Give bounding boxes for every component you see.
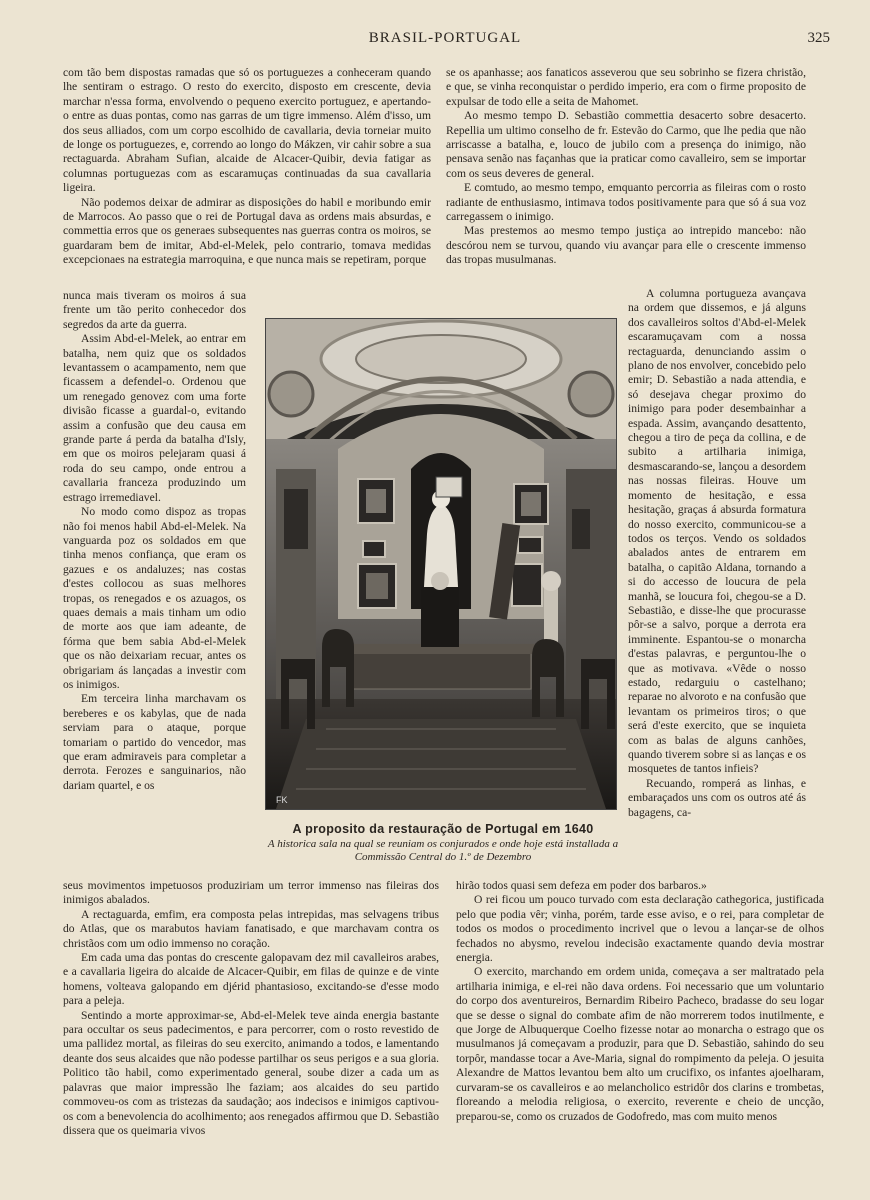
- paragraph: se os apanhasse; aos fanaticos asseverou que seu sobrinho se fizera christão, e que, se vinha reconquistar o perdido imperio, era com o firme proposito de expulsar de todo elle a seita de Mahomet.: [446, 66, 806, 108]
- column-bottom-left: [63, 879, 439, 1138]
- running-title: BRASIL-PORTUGAL: [368, 30, 522, 46]
- paragraph: A columna portugueza avançava na ordem que dissemos, e já alguns dos cavalleiros soltos d'Abd-el-Melek escaramuçavam com a nossa rectaguarda, denunciando assim o plano de nos envolver, concebido pelo emir; D. Sebastião a nada attendia, e só desejava chegar proximo do inimigo para poder desembainhar a espada. Assim, avançando desattento, chegou a tiro de peça da collina, e de subito a artilharia inimiga, desmascarando-se, lançou a desordem nas nossas fileiras. Houve um momento de hesitação, e essa hesitação, graças á absurda formatura do nosso exercito, communicou-se a todos os terços. Vendo os soldados abalados antes de entrarem em batalha, o capitão Aldana, tornando a si do accesso de loucura de pela manhã, se loucura foi, chegou-se a D. Sebastião, e disse-lhe que procurasse pôr-se a salvo, porque a derrota era imminente. Espantou-se o monarcha d'estas palavras, e perguntou-lhe o que as motivava. «Vêde o nosso estado, redarguiu o castelhano; reparae no alvoroto e na confusão que levantam os primeiros tiros; o que será d'este exercito, que se inquieta com as balas de alguns canhões, quando tiverem sobre si as lanças e os mosquetes de tantos infieis?: [628, 287, 806, 776]
- paragraph: O exercito, marchando em ordem unida, começava a ser maltratado pela artilharia inimiga, e el-rei não dava ordens. Foi necessario que um voluntario do corpo dos aventureiros, Bernardim Ribeiro Pacheco, bradasse do seu logar que se desse o signal do combate afim de não morrerem todos inutilmente, e que Jorge de Albuquerque Coelho fizesse notar ao monarcha o estrago que os musulmanos já começavam a produzir, para que D. Sebastião, sahindo do seu torpôr, mandasse tocar a Ave-Maria, signal do rompimento da peleja. O jesuita Alexandre de Mattos levantou bem alto um crucifixo, os infantes ajoelharam, curvaram-se os cavalleiros e ao melancholico estridôr dos clarins e trombetas, floreando a melodia religiosa, o exercito, reverente e cheio de uncção, preparou-se, como os cruzados de Godofredo, mas com muito menos: [456, 965, 824, 1123]
- paragraph: Ao mesmo tempo D. Sebastião commettia desacerto sobre desacerto. Repellia um ultimo conselho de fr. Estevão do Carmo, que lhe pedia que não arriscasse a batalha, e, louco de jubilo com a presença do inimigo, não pensava senão nas façanhas que ia praticar como cavalleiro, sem se importar com os seus deveres de general.: [446, 109, 806, 180]
- photographer-signature: FK: [276, 795, 288, 805]
- column-right-top: [446, 66, 806, 268]
- caption-title: A proposito da restauração de Portugal em 1640: [292, 822, 594, 836]
- running-head: [60, 30, 830, 50]
- paragraph: nunca mais tiveram os moiros á sua frente um tão perito conhecedor dos segredos da arte da guerra.: [63, 289, 246, 331]
- caption-text: A historica sala na qual se reuniam os conjurados e onde hoje está installada a Commissão Central do 1.º de Dezembro: [267, 838, 619, 863]
- paragraph: Não podemos deixar de admirar as disposições do habil e moribundo emir de Marrocos. Ao passo que o rei de Portugal dava as ordens mais absurdas, e commettia erros que os generaes subsequentes nas guerras contra os moiros, se guardaram bem de imitar, Abd-el-Melek, pelo contrario, tomava medidas excepcionaes na estrategia marroquina, e que nunca mais se repetiram, porque: [63, 195, 431, 267]
- column-left-narrow: [63, 289, 246, 793]
- paragraph: hirão todos quasi sem defeza em poder dos barbaros.»: [456, 879, 707, 892]
- paragraph: E comtudo, ao mesmo tempo, emquanto percorria as fileiras com o rosto radiante de enthusiasmo, intimava todos positivamente para que só á sua voz carregassem o inimigo.: [446, 181, 806, 224]
- paragraph: Em cada uma das pontas do crescente galopavam dez mil cavalleiros arabes, e a cavallaria ligeira do alcaide de Alcacer-Quibir, em filas de quinze e de vinte homens, volteava galopando em djérid phantasioso, excitando-se d'esse modo para a peleja.: [63, 951, 439, 1008]
- figure-caption: [258, 822, 628, 864]
- paragraph: com tão bem dispostas ramadas que só os portuguezes a conheceram quando lhe sentiram o estrago. O resto do exercito, disposto em crescente, devia marchar n'essa forma, envolvendo o pequeno exercito portuguez, e apertando-o entre as duas pontas, como nas garras de um tigre immenso. Além d'isso, um dos seus alliados, com um corpo escolhido de cavallaria, devia torneiar muito de longe os portuguezes, e, correndo ao longo do Mákzen, vir cahir sobre a sua rectaguarda. Abraham Sufian, alcaide de Alcacer-Quibir, devia fatigar as columnas portuguezas com as escaramuças continuadas da sua cavallaria ligeira.: [63, 66, 431, 195]
- page-number: 325: [807, 30, 830, 46]
- paragraph: Em terceira linha marchavam os bereberes e os kabylas, que de nada serviam para o ataque, porque tomariam o partido do vencedor, mas que eram admiraveis para completar a derrota. Ferozes e sanguinarios, não dariam quartel, e os: [63, 692, 246, 792]
- paragraph: Recuando, romperá as linhas, e embaraçados uns com os outros até ás bagagens, ca-: [628, 776, 806, 819]
- column-right-narrow: [628, 287, 806, 820]
- paragraph: seus movimentos impetuosos produziriam um terror immenso nas fileiras dos inimigos abalados.: [63, 879, 439, 907]
- column-bottom-right: [456, 879, 824, 1124]
- paragraph: Sentindo a morte approximar-se, Abd-el-Melek teve ainda energia bastante para occultar os seus padecimentos, e para percorrer, com o rosto revestido de uma pallidez mortal, as fileiras do seu exercito, animando a todos, e lamentando deante dos seus alcaides que não podesse partilhar os seus perigos e a sua gloria. Politico tão habil, como experimentado general, soube dizer a cada um as palavras que maior impressão lhe faziam; aos alcaides do seu partido commoveu-os com as tristezas da saudação; aos indecisos e inimigos captivou-os com a benevolencia do acolhimento; aos renegados affirmou que D. Sebastião dissera que os queimaria vivos: [63, 1008, 439, 1137]
- paragraph: O rei ficou um pouco turvado com esta declaração cathegorica, justificada pelo que podia vêr; vinha, porém, tarde esse aviso, e o rei, para completar de todos os modos o procedimento incrivel que o levou a lançar-se de olhos fechados no abysmo, revelou indecisão exactamente quando devia mostrar energia.: [456, 893, 824, 965]
- paragraph: No modo como dispoz as tropas não foi menos habil Abd-el-Melek. Na vanguarda poz os soldados em que tinha menos confiança, que eram os gazues e os andaluzes; nas costas d'estes collocou as suas melhores tropas, os renegados e os azuagos, os quaes demais a mais tinham um odio de morte aos que iam adeante, de fórma que bem sabia Abd-el-Melek que os não deixariam recuar, antes os obrigariam ás lançadas a investir com os inimigos.: [63, 505, 246, 691]
- photograph-historic-room: [265, 318, 617, 810]
- paragraph: Mas prestemos ao mesmo tempo justiça ao intrepido mancebo: não descórou nem se turvou, quando viu avançar para elle o crescente immenso das tropas musulmanas.: [446, 224, 806, 267]
- column-left-top: [63, 66, 431, 268]
- paragraph: Assim Abd-el-Melek, ao entrar em batalha, nem quiz que os soldados levantassem o acampamento, nem que ficassem a defendel-o. Ordenou que um renegado genovez com uma forte divisão ficasse a guardal-o, evitando assim a confusão que deu causa em grande parte á perda da batalha d'Isly, em que os moiros pelejaram quasi á roda do seu campo, onde entrou a cavallaria franceza produzindo um estrago irremediavel.: [63, 332, 246, 504]
- paragraph: A rectaguarda, emfim, era composta pelas intrepidas, mas selvagens tribus do Atlas, que os marabutos haviam fanatisado, e que marchavam contra os christãos com um odio immenso no coração.: [63, 907, 439, 950]
- room-illustration: [266, 319, 616, 809]
